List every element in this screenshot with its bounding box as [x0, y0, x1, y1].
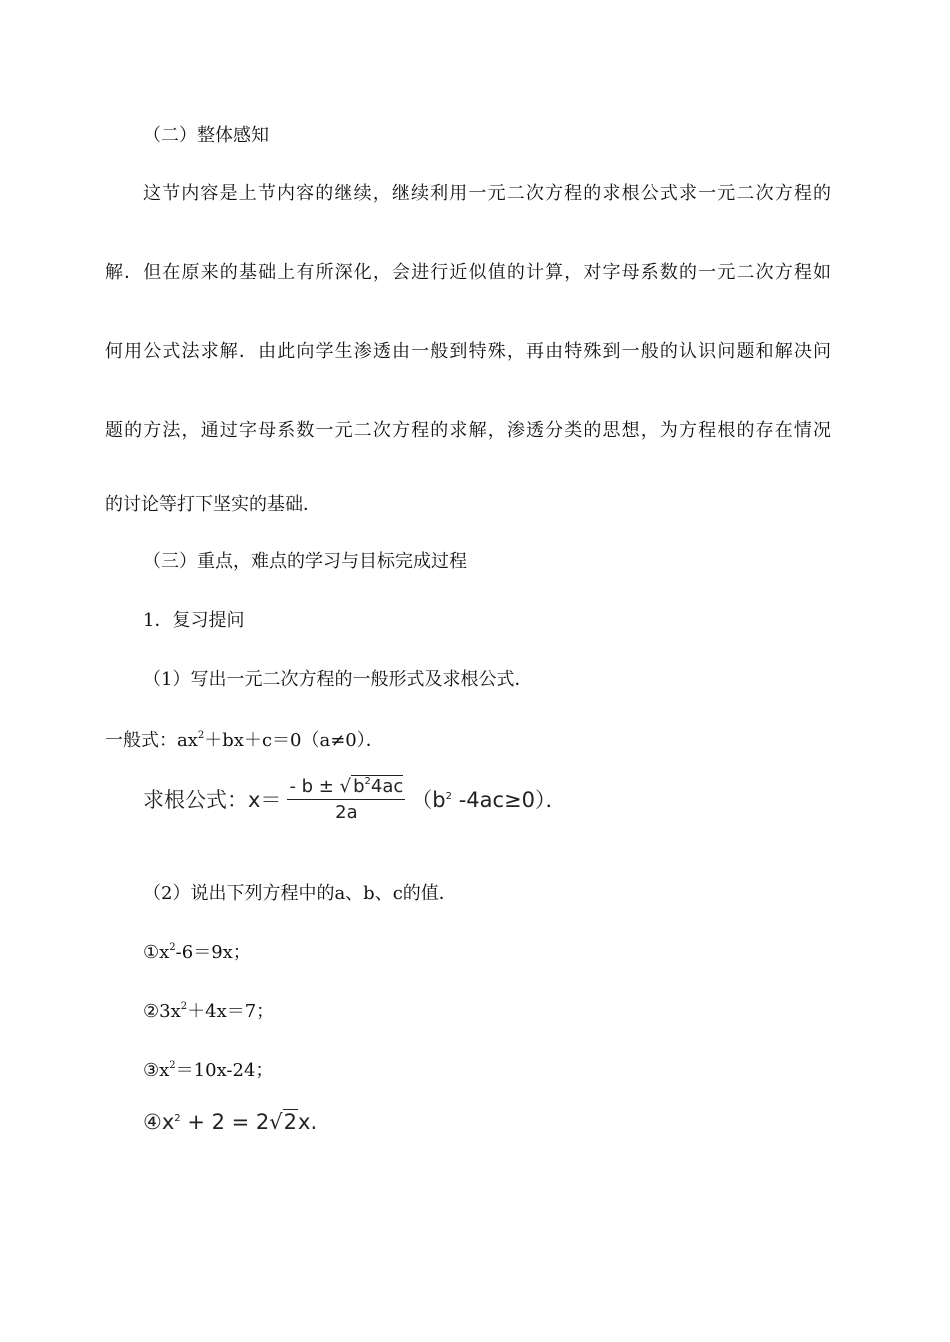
- formula-fraction: [287, 775, 405, 823]
- paragraph-line: 题的方法，通过字母系数一元二次方程的求解，渗透分类的思想，为方程根的存在情况: [105, 420, 831, 441]
- quadratic-formula: [143, 775, 567, 823]
- sqrt-symbol: √: [339, 776, 352, 797]
- paragraph-line: 何用公式法求解．由此向学生渗透由一般到特殊，再由特殊到一般的认识问题和解决问: [105, 341, 831, 362]
- paragraph-last-line: 的讨论等打下坚实的基础．: [105, 494, 321, 515]
- general-form: 一般式：$ax^2+bx+c=0(a\ne 0)$．: [105, 730, 384, 751]
- section-heading-process: （三）重点，难点的学习与目标完成过程: [143, 551, 467, 572]
- equation-3: $③x^2=10x-24$；: [143, 1060, 274, 1081]
- equation-4: $④x^2 + 2 = 2√2x$.: [143, 1110, 318, 1134]
- equation-1: $①x^2-6=9x$；: [143, 942, 251, 963]
- formula-denominator: 2a: [335, 802, 358, 823]
- question-1: （1）写出一元二次方程的一般形式及求根公式．: [143, 669, 533, 690]
- formula-numerator: - b ± √ $b^24ac$: [287, 775, 405, 800]
- paragraph-line: 这节内容是上节内容的继续，继续利用一元二次方程的求根公式求一元二次方程的: [143, 183, 831, 204]
- formula-condition: （$b^2$ -4ac≥0）．: [411, 788, 567, 812]
- paragraph-line: 解．但在原来的基础上有所深化，会进行近似值的计算，对字母系数的一元二次方程如: [105, 262, 831, 283]
- section-heading-overall: （二）整体感知: [143, 125, 269, 146]
- general-form-label: 一般式：: [105, 730, 177, 751]
- sqrt-symbol: √: [269, 1110, 283, 1134]
- formula-label: 求根公式：x＝: [143, 788, 282, 812]
- equation-2: $②3x^2+4x=7$；: [143, 1001, 275, 1022]
- item-review-questions: 1．复习提问: [143, 610, 245, 631]
- question-2: （2）说出下列方程中的a、b、c的值．: [143, 883, 457, 904]
- overview-paragraph: [105, 182, 831, 443]
